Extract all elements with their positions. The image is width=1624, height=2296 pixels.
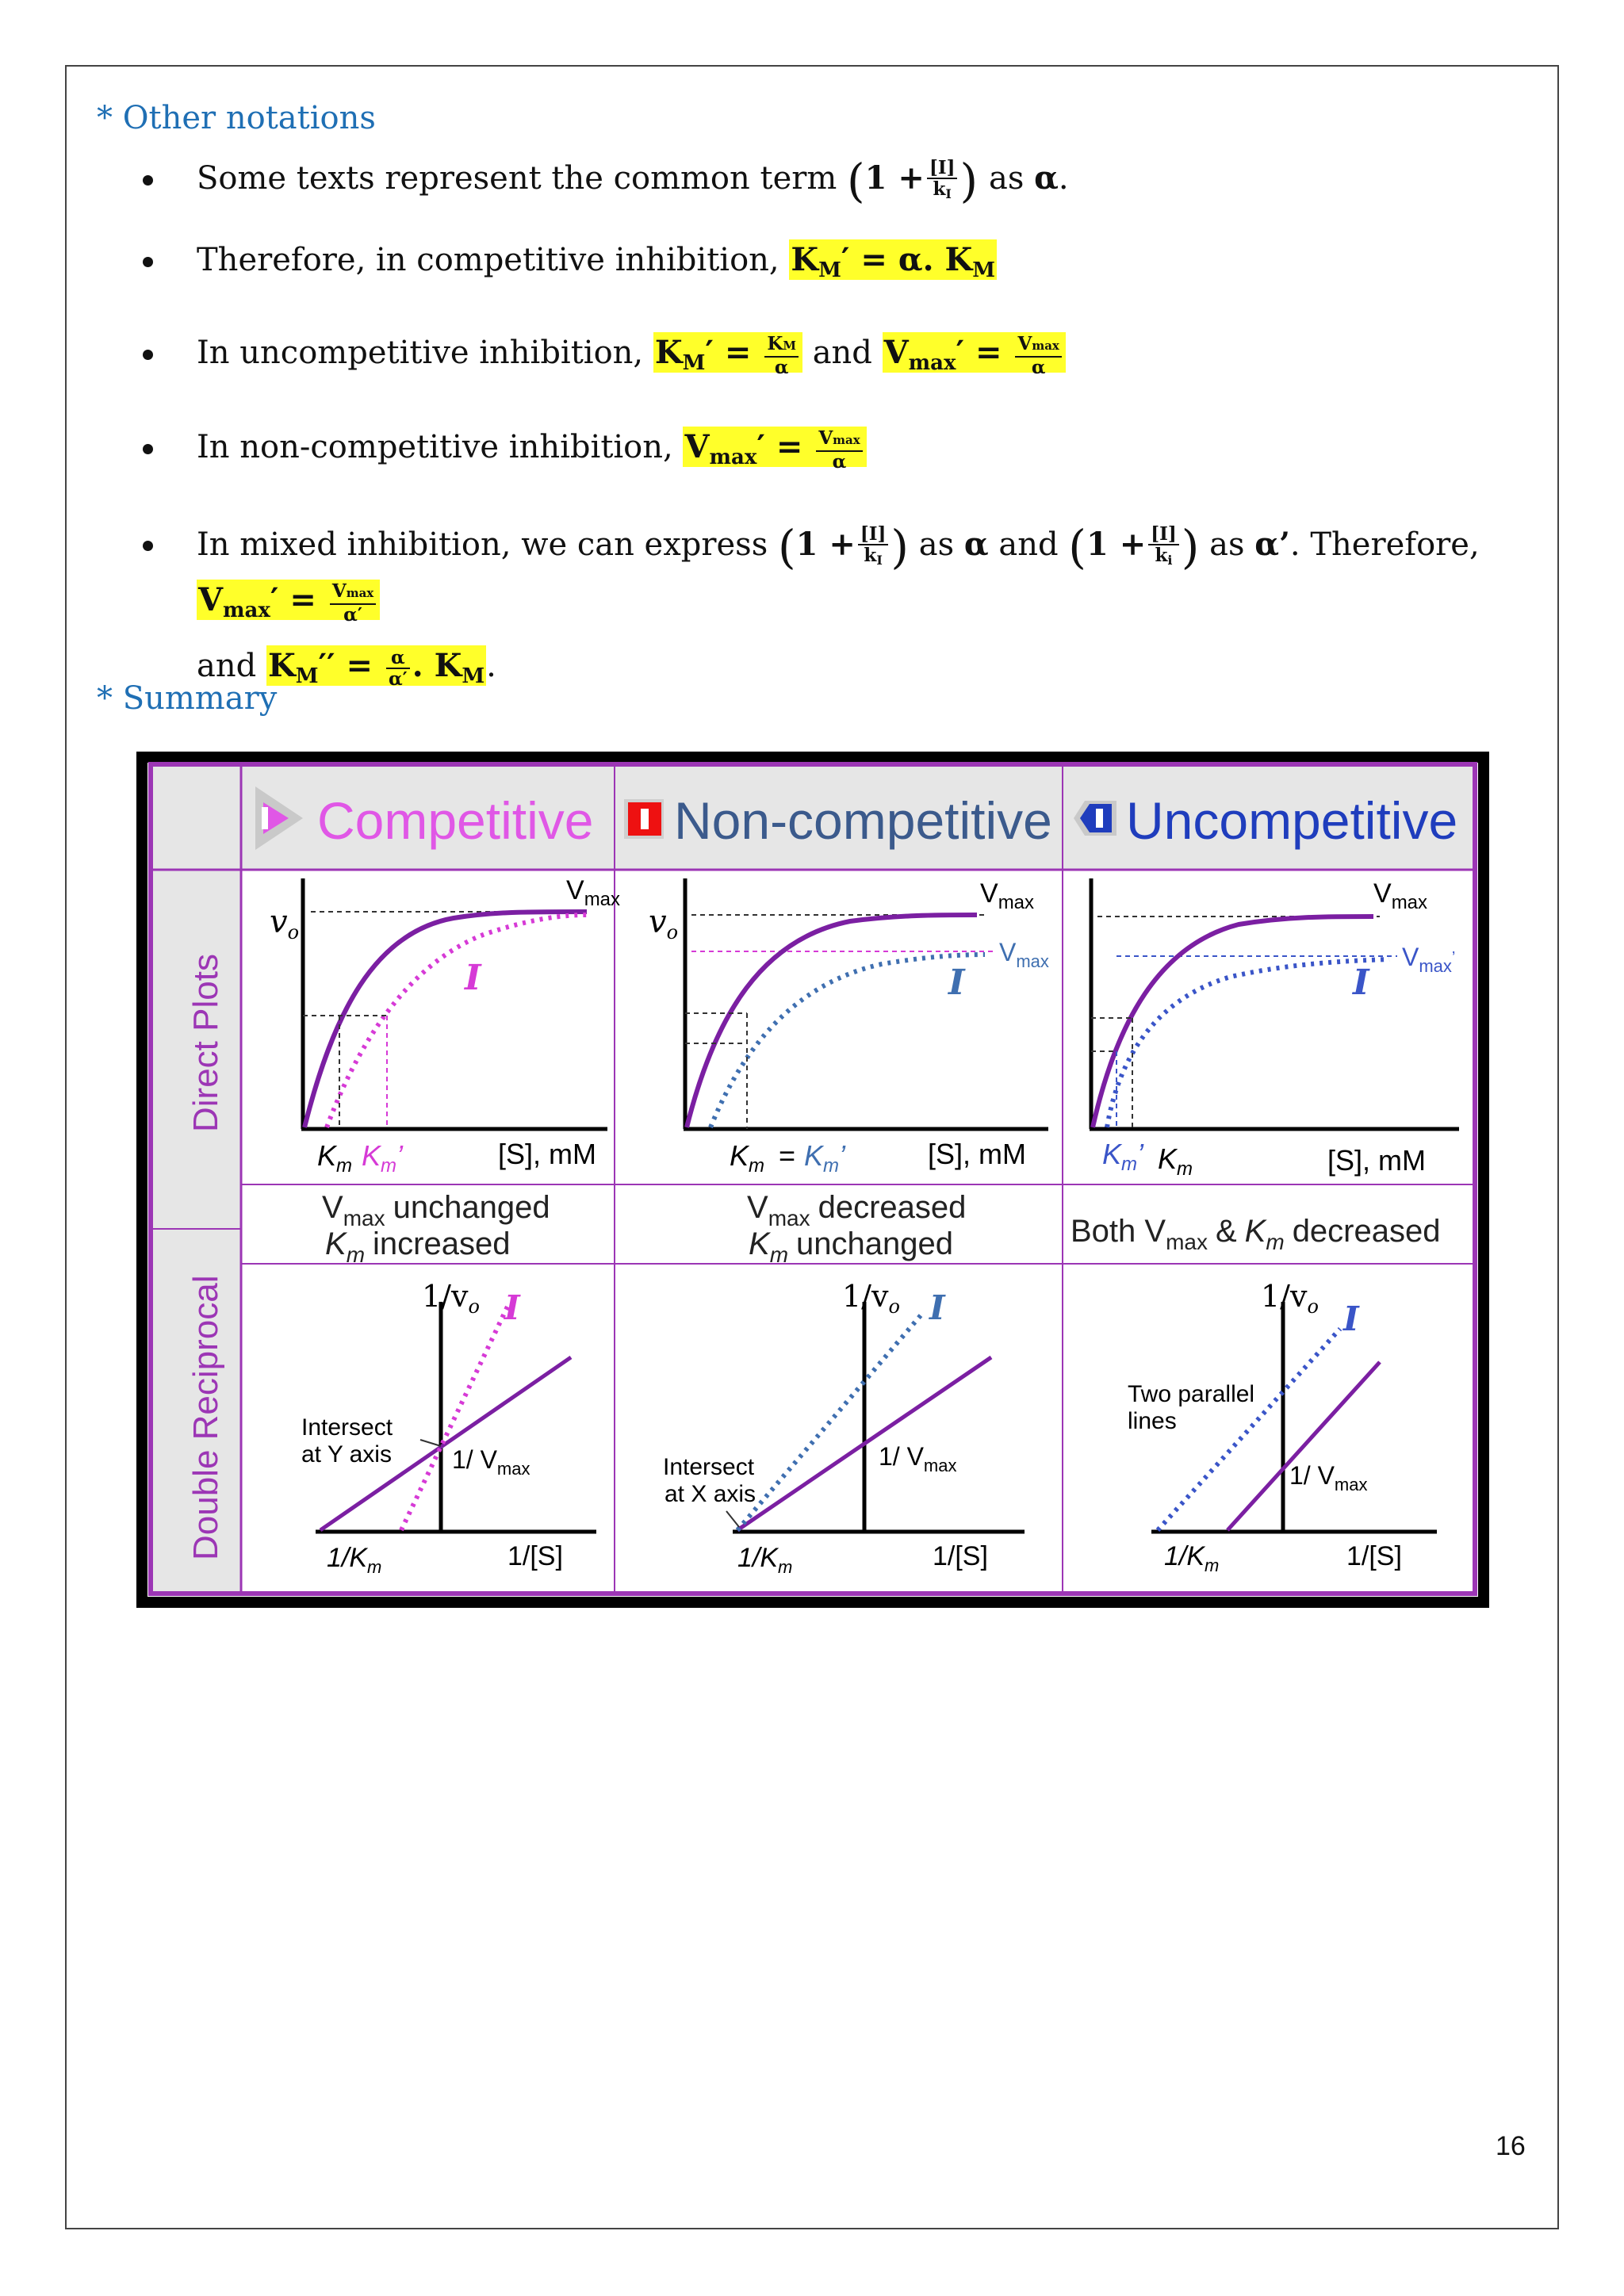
svg-text:Km’: $K_m$’ — [804, 1139, 846, 1177]
list-item: In non-competitive inhibition, $V_{max}'$ = $\frac{Vmax}{\alpha}$ — [143, 424, 1491, 480]
bullet-dot — [143, 541, 153, 551]
inhibition-summary-figure — [136, 752, 1489, 1608]
svg-text:[S], mM: [S], mM — [498, 1138, 596, 1170]
svg-text:I: I — [929, 1288, 945, 1327]
highlight-km-competitive: $K_M' = \alpha$. $K_M$ — [791, 241, 996, 282]
svg-text:1/vo: $1/v_o$ — [422, 1279, 480, 1318]
svg-text:1/[S]: 1/[S] — [1346, 1541, 1402, 1571]
svg-text:Vmax: $V_{max}$ — [999, 938, 1049, 971]
svg-text:at X axis: at X axis — [665, 1481, 756, 1507]
bullet-text: Some texts represent the common term — [197, 160, 837, 197]
svg-text:Both Vmax&Kmdecreased: Both $V_{max}$ & $K_m$ decreased — [1071, 1214, 1441, 1254]
expression-one-plus-ratio: (1 + $\frac{[I]}{k_I}$ ) — [847, 154, 979, 208]
svg-text:I: I — [948, 962, 965, 1003]
svg-text:[S], mM: [S], mM — [928, 1138, 1026, 1170]
svg-text:1/ Vmax: 1/ $V_{max}$ — [879, 1442, 957, 1475]
bullet-dot — [143, 257, 153, 267]
list-item: In uncompetitive inhibition, $K_M'$ = $\frac{KM}{\alpha}$ and $V_{max}'$ = $\frac{Vmax}{\alpha}$ — [143, 330, 1491, 386]
svg-text:Km’: $K_m$’ — [1102, 1138, 1144, 1175]
row-label-double-reciprocal: Double Reciprocal — [186, 1275, 225, 1560]
svg-text:1/Km: $1/K_m$ — [327, 1543, 382, 1577]
svg-text:Vmax: $V_{max}$ — [980, 878, 1035, 913]
svg-text:at Y axis: at Y axis — [301, 1441, 392, 1468]
heading-other-notations: * Other notations — [97, 100, 376, 136]
heading-summary: * Summary — [97, 680, 278, 717]
notation-list — [143, 155, 1491, 704]
svg-text:Vmaxunchanged: $V_{max}$ unchanged — [322, 1190, 550, 1230]
svg-text:Vmaxdecreased: $V_{max}$ decreased — [747, 1190, 967, 1230]
red-box-icon — [624, 799, 664, 839]
svg-text:Two parallel: Two parallel — [1128, 1381, 1255, 1407]
svg-text:Km’: $K_m$’ — [362, 1139, 404, 1177]
highlight-km-mixed: $K_M''$ = $\frac{\alpha}{\alpha'}$ . $K_M$ — [267, 647, 485, 690]
header-uncompetitive: Uncompetitive — [1126, 791, 1458, 850]
svg-text:I: I — [465, 958, 481, 998]
svg-text:Kmunchanged: $K_m$ unchanged — [749, 1226, 953, 1267]
svg-text:Intersect: Intersect — [663, 1454, 755, 1480]
svg-text:[S], mM: [S], mM — [1327, 1144, 1426, 1177]
page-number: 16 — [1496, 2131, 1526, 2161]
summary-figure-svg — [136, 752, 1489, 1608]
svg-text:1/Km: $1/K_m$ — [1164, 1541, 1220, 1575]
header-noncompetitive: Non-competitive — [674, 791, 1052, 850]
svg-text:=: = — [779, 1139, 796, 1172]
bullet-dot — [143, 444, 153, 454]
svg-text:1/[S]: 1/[S] — [933, 1541, 988, 1571]
svg-text:1/vo: $1/v_o$ — [1261, 1279, 1319, 1318]
svg-text:Km: $K_m$ — [1158, 1142, 1193, 1180]
list-item: Some texts represent the common term (1 + $\frac{[I]}{k_I}$ ) as α. — [143, 155, 1491, 204]
svg-text:vo: $v_o$ — [649, 904, 679, 943]
list-item: Therefore, in competitive inhibition, $K_M' = \alpha$. $K_M$ — [143, 237, 1491, 293]
svg-text:1/ Vmax: 1/ $V_{max}$ — [1289, 1461, 1368, 1494]
caption-uncompetitive — [1071, 1214, 1440, 1254]
svg-text:vo: $v_o$ — [270, 904, 300, 943]
bullet-dot — [143, 175, 153, 186]
svg-text:1/vo: $1/v_o$ — [842, 1279, 900, 1318]
svg-text:Km: $K_m$ — [317, 1139, 353, 1177]
header-competitive: Competitive — [317, 791, 594, 850]
svg-text:Intersect: Intersect — [301, 1414, 393, 1441]
svg-text:I: I — [1343, 1299, 1359, 1338]
svg-text:I: I — [1353, 962, 1369, 1003]
bullet-dot — [143, 350, 153, 360]
row-label-direct-plots: Direct Plots — [186, 954, 225, 1132]
svg-text:1/Km: $1/K_m$ — [737, 1543, 793, 1577]
svg-text:I: I — [504, 1288, 520, 1327]
svg-text:1/[S]: 1/[S] — [508, 1541, 563, 1571]
highlight-vmax-uncompetitive: $V_{max}'$ = $\frac{Vmax}{\alpha}$ — [883, 332, 1066, 373]
svg-text:Km: $K_m$ — [730, 1139, 765, 1177]
svg-text:Vmax: $V_{max}$ — [1373, 878, 1428, 913]
list-item: In mixed inhibition, we can express (1 + $\frac{[I]}{k_I}$ ) as α and (1 + $\frac{[I]}{k_i}$ ) as α’. Therefore, $V_{max}'$ = $\frac{Vmax}{\alpha'}$ and $K_M''$ = $\frac{\alpha}{\alpha'}$ . $K_M$. — [143, 517, 1491, 704]
svg-text:Kmincreased: $K_m$ increased — [325, 1226, 511, 1267]
svg-text:lines: lines — [1128, 1408, 1177, 1434]
svg-text:Vmax’: $V_{max}^’$ — [1402, 943, 1456, 976]
svg-text:Vmax: $V_{max}$ — [566, 875, 621, 910]
svg-text:1/ Vmax: 1/ $V_{max}$ — [452, 1445, 530, 1479]
highlight-vmax-noncompetitive: $V_{max}'$ = $\frac{Vmax}{\alpha}$ — [683, 427, 866, 467]
highlight-km-uncompetitive: $K_M'$ = $\frac{KM}{\alpha}$ — [653, 332, 802, 373]
highlight-vmax-mixed: $V_{max}'$ = $\frac{Vmax}{\alpha'}$ — [197, 580, 380, 620]
